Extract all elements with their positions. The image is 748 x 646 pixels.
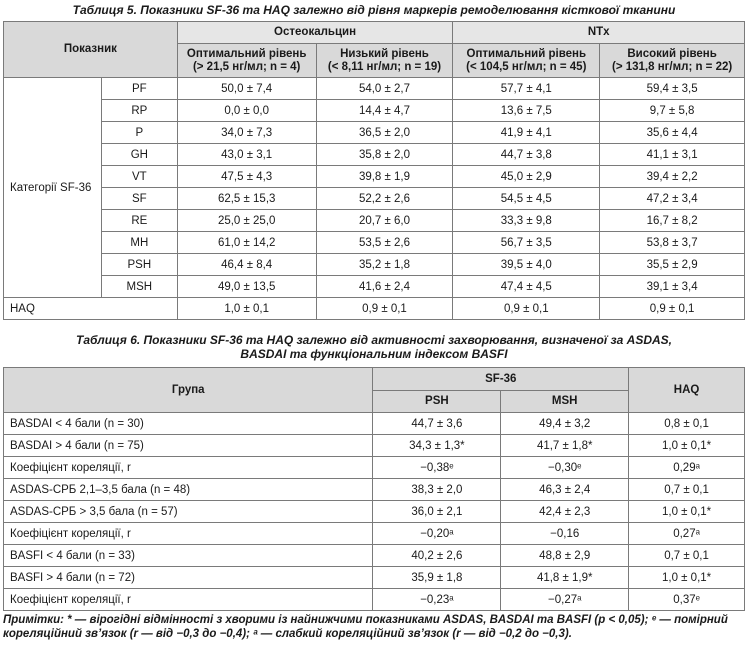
cell: 59,4 ± 3,5	[600, 78, 745, 100]
row-label: SF	[101, 188, 177, 210]
cell: 40,2 ± 2,6	[373, 545, 501, 567]
cell: 48,8 ± 2,9	[501, 545, 629, 567]
cell: 1,0 ± 0,1*	[629, 501, 745, 523]
table-row	[4, 479, 745, 501]
cell: 62,5 ± 15,3	[177, 188, 316, 210]
cell: 41,7 ± 1,8*	[501, 435, 629, 457]
row-label: RP	[101, 100, 177, 122]
cell: 1,0 ± 0,1*	[629, 567, 745, 589]
row-label: MSH	[101, 276, 177, 298]
table-row	[4, 254, 745, 276]
cell: 49,0 ± 13,5	[177, 276, 316, 298]
cell: 53,8 ± 3,7	[600, 232, 745, 254]
table-row	[4, 413, 745, 435]
table-row	[4, 567, 745, 589]
cell: 39,1 ± 3,4	[600, 276, 745, 298]
cell: 49,4 ± 3,2	[501, 413, 629, 435]
table-row	[4, 166, 745, 188]
cell: 0,9 ± 0,1	[316, 298, 453, 320]
table-notes: Примітки: * — вірогідні відмінності з хворими із найнижчими показниками ASDAS, BASDAI та BASFI (p < 0,05); ᵉ — помірний кореляційний зв’язок (r — від −0,3 до −0,4); ᵃ — слабкий кореляційний зв’язок (r — від −0,2 до −0,3).	[3, 614, 728, 640]
cell: 0,9 ± 0,1	[600, 298, 745, 320]
row-label: BASFI > 4 бали (n = 72)	[4, 567, 373, 589]
table-row	[4, 589, 745, 611]
cell: −0,30ᵉ	[501, 457, 629, 479]
table6-header-sf36: SF-36	[373, 368, 629, 391]
table-row	[4, 100, 745, 122]
table5-col-header: Оптимальний рівень (< 104,5 нг/мл; n = 45)	[453, 44, 600, 78]
cell: 0,8 ± 0,1	[629, 413, 745, 435]
cell: 42,4 ± 2,3	[501, 501, 629, 523]
cell: 0,0 ± 0,0	[177, 100, 316, 122]
table-row	[4, 232, 745, 254]
cell: 35,9 ± 1,8	[373, 567, 501, 589]
cell: 0,29ᵃ	[629, 457, 745, 479]
table6-header-msh: MSH	[501, 391, 629, 413]
cell: 39,5 ± 4,0	[453, 254, 600, 276]
table-row	[4, 122, 745, 144]
row-label-haq: HAQ	[4, 298, 178, 320]
table6-header-group: Група	[4, 368, 373, 413]
table6-header-haq: HAQ	[629, 368, 745, 413]
cell: 46,3 ± 2,4	[501, 479, 629, 501]
table5-col-header: Високий рівень (> 131,8 нг/мл; n = 22)	[600, 44, 745, 78]
table-row	[4, 298, 745, 320]
table5	[3, 21, 745, 320]
table-row	[4, 188, 745, 210]
row-label: GH	[101, 144, 177, 166]
cell: 50,0 ± 7,4	[177, 78, 316, 100]
cell: 54,0 ± 2,7	[316, 78, 453, 100]
cell: −0,27ᵃ	[501, 589, 629, 611]
cell: −0,20ᵃ	[373, 523, 501, 545]
cell: 47,5 ± 4,3	[177, 166, 316, 188]
row-label: BASDAI < 4 бали (n = 30)	[4, 413, 373, 435]
table6-caption: Таблиця 6. Показники SF-36 та HAQ залежно від активності захворювання, визначеної за ASDAS, BASDAI та функціональним індексом BASFI	[75, 333, 672, 361]
cell: 13,6 ± 7,5	[453, 100, 600, 122]
row-label: Коефіцієнт кореляції, r	[4, 457, 373, 479]
cell: 39,4 ± 2,2	[600, 166, 745, 188]
cell: 39,8 ± 1,9	[316, 166, 453, 188]
cell: 46,4 ± 8,4	[177, 254, 316, 276]
cell: 33,3 ± 9,8	[453, 210, 600, 232]
table-row	[4, 457, 745, 479]
cell: 1,0 ± 0,1	[177, 298, 316, 320]
cell: 36,5 ± 2,0	[316, 122, 453, 144]
row-label: BASFI < 4 бали (n = 33)	[4, 545, 373, 567]
cell: 53,5 ± 2,6	[316, 232, 453, 254]
cell: 16,7 ± 8,2	[600, 210, 745, 232]
cell: 47,2 ± 3,4	[600, 188, 745, 210]
cell: 38,3 ± 2,0	[373, 479, 501, 501]
cell: −0,38ᵉ	[373, 457, 501, 479]
table-row	[4, 210, 745, 232]
table5-col-header: Низький рівень (< 8,11 нг/мл; n = 19)	[316, 44, 453, 78]
cell: 41,8 ± 1,9*	[501, 567, 629, 589]
cell: 35,8 ± 2,0	[316, 144, 453, 166]
cell: 1,0 ± 0,1*	[629, 435, 745, 457]
cell: 0,37ᵉ	[629, 589, 745, 611]
row-label: P	[101, 122, 177, 144]
cell: 14,4 ± 4,7	[316, 100, 453, 122]
table5-header-ntx: NTx	[453, 22, 745, 44]
cell: 44,7 ± 3,6	[373, 413, 501, 435]
cell: 0,7 ± 0,1	[629, 545, 745, 567]
table-row	[4, 78, 745, 100]
cell: 35,2 ± 1,8	[316, 254, 453, 276]
cell: 0,9 ± 0,1	[453, 298, 600, 320]
row-label: PF	[101, 78, 177, 100]
cell: 34,0 ± 7,3	[177, 122, 316, 144]
cell: 57,7 ± 4,1	[453, 78, 600, 100]
row-label: BASDAI > 4 бали (n = 75)	[4, 435, 373, 457]
row-label: PSH	[101, 254, 177, 276]
cell: 35,6 ± 4,4	[600, 122, 745, 144]
cell: 54,5 ± 4,5	[453, 188, 600, 210]
cell: 56,7 ± 3,5	[453, 232, 600, 254]
table-row	[4, 501, 745, 523]
table-row	[4, 276, 745, 298]
cell: 36,0 ± 2,1	[373, 501, 501, 523]
row-label: MH	[101, 232, 177, 254]
cell: 20,7 ± 6,0	[316, 210, 453, 232]
row-label: VT	[101, 166, 177, 188]
table-row	[4, 435, 745, 457]
table5-header-osteocalcin: Остеокальцин	[177, 22, 453, 44]
table-row	[4, 523, 745, 545]
cell: 44,7 ± 3,8	[453, 144, 600, 166]
cell: 47,4 ± 4,5	[453, 276, 600, 298]
table-row	[4, 144, 745, 166]
cell: 43,0 ± 3,1	[177, 144, 316, 166]
row-label: RE	[101, 210, 177, 232]
table5-caption: Таблиця 5. Показники SF-36 та HAQ залежно від рівня маркерів ремоделювання кісткової тканини	[72, 3, 676, 17]
cell: 0,27ᵃ	[629, 523, 745, 545]
table5-header-indicator: Показник	[4, 22, 178, 78]
cell: 0,7 ± 0,1	[629, 479, 745, 501]
cell: 25,0 ± 25,0	[177, 210, 316, 232]
cell: 35,5 ± 2,9	[600, 254, 745, 276]
table-row	[4, 545, 745, 567]
cell: −0,16	[501, 523, 629, 545]
cell: −0,23ᵃ	[373, 589, 501, 611]
cell: 41,9 ± 4,1	[453, 122, 600, 144]
table6	[3, 367, 745, 611]
cell: 45,0 ± 2,9	[453, 166, 600, 188]
row-label: ASDAS-СРБ > 3,5 бала (n = 57)	[4, 501, 373, 523]
cell: 41,6 ± 2,4	[316, 276, 453, 298]
row-label: ASDAS-СРБ 2,1–3,5 бала (n = 48)	[4, 479, 373, 501]
category-label: Категорії SF-36	[4, 78, 102, 298]
row-label: Коефіцієнт кореляції, r	[4, 589, 373, 611]
cell: 52,2 ± 2,6	[316, 188, 453, 210]
cell: 34,3 ± 1,3*	[373, 435, 501, 457]
cell: 61,0 ± 14,2	[177, 232, 316, 254]
cell: 41,1 ± 3,1	[600, 144, 745, 166]
table6-header-psh: PSH	[373, 391, 501, 413]
row-label: Коефіцієнт кореляції, r	[4, 523, 373, 545]
cell: 9,7 ± 5,8	[600, 100, 745, 122]
table5-col-header: Оптимальний рівень (> 21,5 нг/мл; n = 4)	[177, 44, 316, 78]
